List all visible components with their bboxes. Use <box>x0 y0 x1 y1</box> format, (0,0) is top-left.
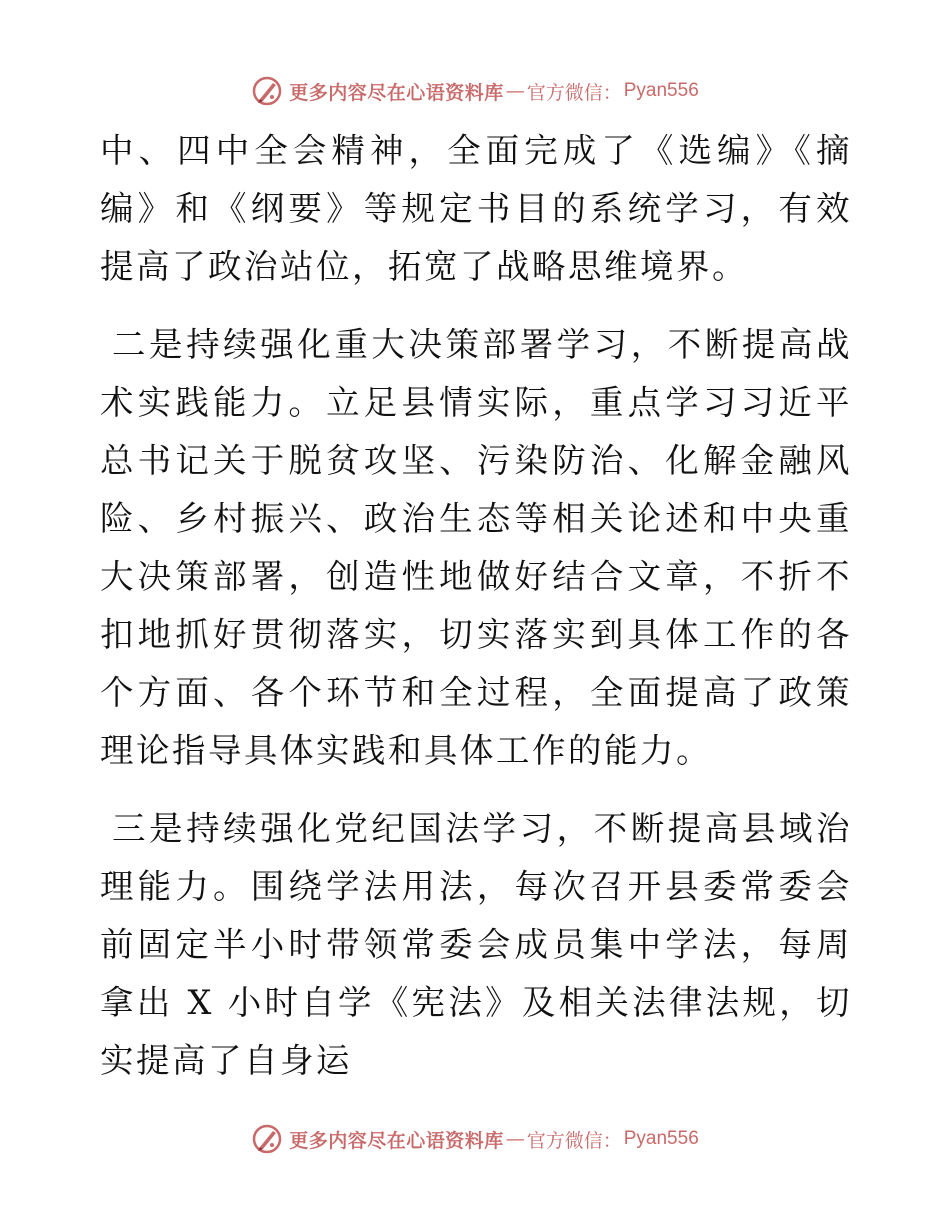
paragraph-point-two: 二是持续强化重大决策部署学习，不断提高战术实践能力。立足县情实际，重点学习习近平总书记关于脱贫攻坚、污染防治、化解金融风险、乡村振兴、政治生态等相关论述和中央重大决策部署，创造性地做好结合文章，不折不扣地抓好贯彻落实，切实落实到具体工作的各个方面、各个环节和全过程，全面提高了政策理论指导具体实践和具体工作的能力。 <box>100 325 852 770</box>
banner-dash: — <box>505 1128 525 1150</box>
paragraph-point-three: 三是持续强化党纪国法学习，不断提高县域治理能力。围绕学法用法，每次召开县委常委会前固定半小时带领常委会成员集中学法，每周拿出 X 小时自学《宪法》及相关法律法规，切实提高了自身运 <box>100 809 852 1080</box>
header-banner <box>0 71 950 111</box>
banner-wechat-id: Pyan556 <box>623 80 699 101</box>
banner-brand-text: 更多内容尽在心语资料库 <box>289 81 504 104</box>
quill-pen-logo-icon <box>251 75 283 107</box>
footer-banner <box>0 1119 950 1159</box>
paragraph-continuation: 中、四中全会精神，全面完成了《选编》《摘编》和《纲要》等规定书目的系统学习，有效提高了政治站位，拓宽了战略思维境界。 <box>100 131 852 286</box>
document-body <box>100 122 852 1090</box>
banner-wechat-id: Pyan556 <box>623 1128 699 1149</box>
banner-brand-text: 更多内容尽在心语资料库 <box>289 1129 504 1152</box>
banner-official-label: 官方微信： <box>526 1129 622 1152</box>
banner-official-label: 官方微信： <box>526 81 622 104</box>
banner-dash: — <box>505 80 525 102</box>
quill-pen-logo-icon <box>251 1123 283 1155</box>
